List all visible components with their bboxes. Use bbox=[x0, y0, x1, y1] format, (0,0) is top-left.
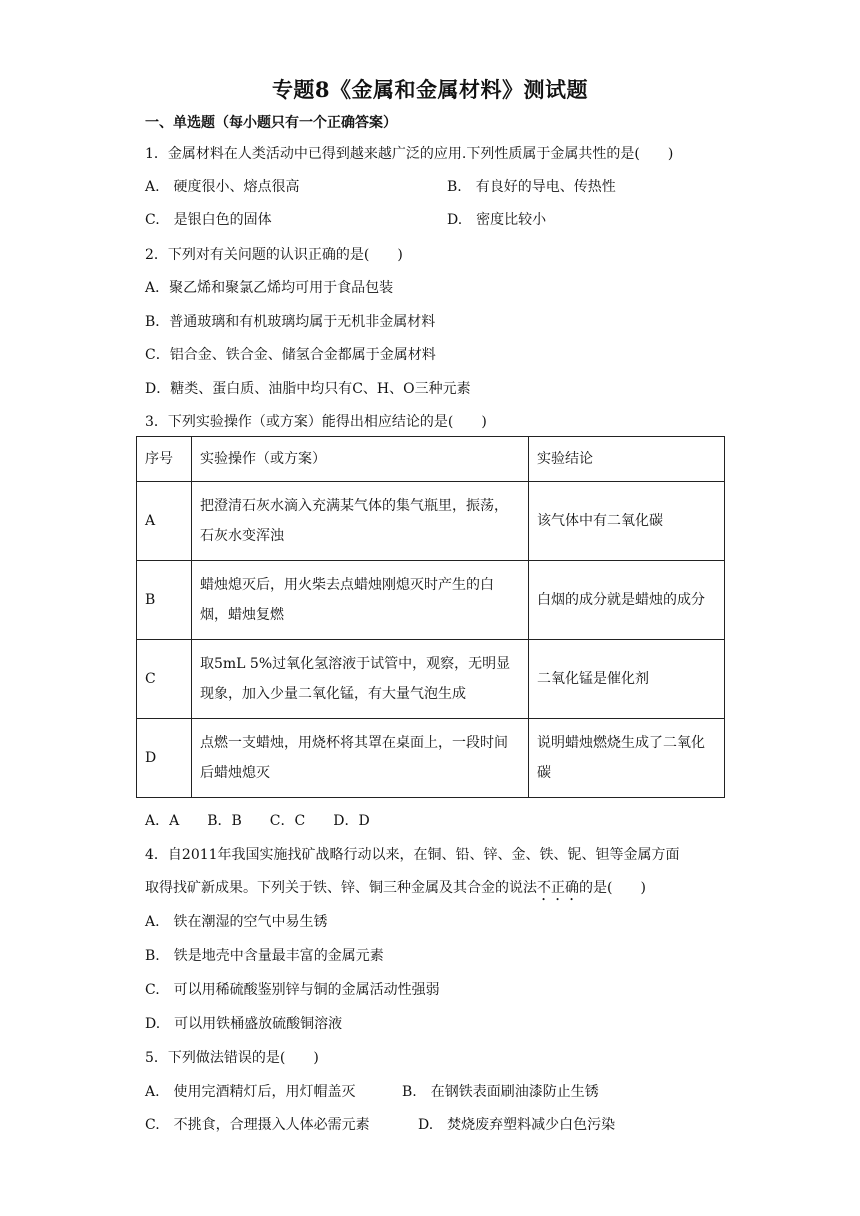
q4-stem-line2 bbox=[145, 877, 646, 904]
row-id: B bbox=[137, 561, 192, 640]
q4-option-d: D. 可以用铁桶盛放硫酸铜溶液 bbox=[145, 1016, 343, 1032]
q5-option-b: B. 在钢铁表面刷油漆防止生锈 bbox=[402, 1084, 599, 1100]
experiment-table bbox=[136, 436, 725, 798]
q1-option-a: A. 硬度很小、熔点很高 bbox=[145, 179, 300, 195]
q2-option-a: A．聚乙烯和聚氯乙烯均可用于食品包装 bbox=[145, 280, 394, 296]
q4-option-a: A. 铁在潮湿的空气中易生锈 bbox=[145, 914, 328, 930]
q1-option-c: C. 是银白色的固体 bbox=[145, 212, 272, 228]
q2-option-b: B．普通玻璃和有机玻璃均属于无机非金属材料 bbox=[145, 314, 436, 330]
row-id: D bbox=[137, 719, 192, 798]
q5-option-d: D. 焚烧废弃塑料减少白色污染 bbox=[418, 1117, 616, 1133]
q4-emphasis-text: 不正确 bbox=[537, 880, 579, 896]
header-cell: 序号 bbox=[137, 437, 192, 482]
row-conclusion: 说明蜡烛燃烧生成了二氧化碳 bbox=[529, 719, 725, 798]
header-cell: 实验操作（或方案） bbox=[192, 437, 529, 482]
row-conclusion: 该气体中有二氧化碳 bbox=[529, 482, 725, 561]
q2-option-d: D．糖类、蛋白质、油脂中均只有C、H、O三种元素 bbox=[145, 381, 471, 397]
q2-stem: 2．下列对有关问题的认识正确的是( ) bbox=[145, 247, 403, 263]
q5-stem: 5．下列做法错误的是( ) bbox=[145, 1050, 319, 1066]
q1-option-d: D. 密度比较小 bbox=[447, 212, 547, 228]
row-operation: 蜡烛熄灭后，用火柴去点蜡烛刚熄灭时产生的白烟，蜡烛复燃 bbox=[192, 561, 529, 640]
table-row bbox=[137, 640, 725, 719]
table-row bbox=[137, 719, 725, 798]
table-row bbox=[137, 482, 725, 561]
row-operation: 把澄清石灰水滴入充满某气体的集气瓶里，振荡，石灰水变浑浊 bbox=[192, 482, 529, 561]
q2-option-c: C．铝合金、铁合金、储氢合金都属于金属材料 bbox=[145, 347, 436, 363]
q3-stem: 3．下列实验操作（或方案）能得出相应结论的是( ) bbox=[145, 414, 487, 430]
table-row bbox=[137, 561, 725, 640]
q1-option-b: B. 有良好的导电、传热性 bbox=[447, 179, 616, 195]
q4-stem-text: 取得找矿新成果。下列关于铁、锌、铜三种金属及其合金的说法 bbox=[145, 880, 537, 896]
q3-options: A．A B．B C．C D．D bbox=[145, 813, 370, 829]
q4-option-b: B. 铁是地壳中含量最丰富的金属元素 bbox=[145, 948, 384, 964]
row-conclusion: 二氧化锰是催化剂 bbox=[529, 640, 725, 719]
row-operation: 取5mL 5%过氧化氢溶液于试管中，观察，无明显现象，加入少量二氧化锰，有大量气泡生成 bbox=[192, 640, 529, 719]
q5-option-a: A. 使用完酒精灯后，用灯帽盖灭 bbox=[145, 1084, 356, 1100]
table-header-row bbox=[137, 437, 725, 482]
header-cell: 实验结论 bbox=[529, 437, 725, 482]
q4-stem-line1: 4．自2011年我国实施找矿战略行动以来，在铜、铅、锌、金、铁、铌、钽等金属方面 bbox=[145, 847, 680, 863]
page-title: 专题8《金属和金属材料》测试题 bbox=[271, 77, 589, 102]
q4-option-c: C. 可以用稀硫酸鉴别锌与铜的金属活动性强弱 bbox=[145, 982, 440, 998]
row-operation: 点燃一支蜡烛，用烧杯将其罩在桌面上，一段时间后蜡烛熄灭 bbox=[192, 719, 529, 798]
row-id: A bbox=[137, 482, 192, 561]
row-conclusion: 白烟的成分就是蜡烛的成分 bbox=[529, 561, 725, 640]
q4-stem-text-end: 的是( ) bbox=[579, 880, 646, 896]
q5-option-c: C. 不挑食，合理摄入人体必需元素 bbox=[145, 1117, 370, 1133]
section-heading: 一、单选题（每小题只有一个正确答案） bbox=[145, 115, 397, 131]
q1-stem: 1．金属材料在人类活动中已得到越来越广泛的应用.下列性质属于金属共性的是( ) bbox=[145, 146, 674, 162]
row-id: C bbox=[137, 640, 192, 719]
